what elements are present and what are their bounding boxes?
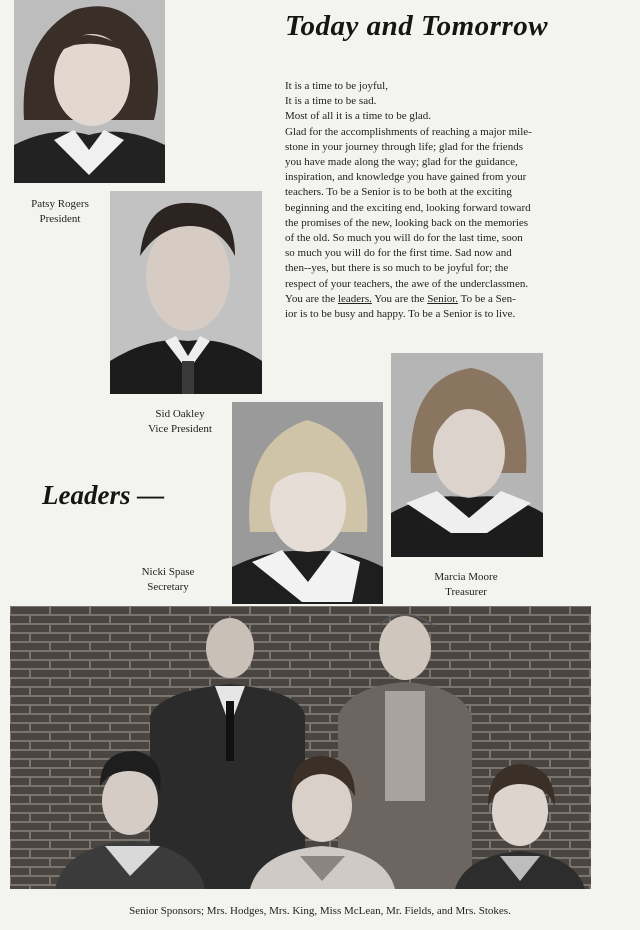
poem-fragment: You are the xyxy=(371,292,428,305)
group-photo-caption: Senior Sponsors; Mrs. Hodges, Mrs. King, Miss McLean, Mr. Fields, and Mrs. Stokes. xyxy=(129,905,511,917)
poem-line: the promises of the new, looking back on the memories xyxy=(285,216,529,229)
officer-caption-president xyxy=(14,197,106,227)
poem-line: Most of all it is a time to be glad. xyxy=(285,110,432,123)
poem-line: then--yes, but there is so much to be joyful for; the xyxy=(285,262,509,275)
page-title: Today and Tomorrow xyxy=(285,10,549,42)
officer-role: Vice President xyxy=(148,423,212,435)
poem-line xyxy=(285,292,585,307)
officer-role: Treasurer xyxy=(445,586,487,598)
portrait-photo-treasurer xyxy=(391,353,543,557)
poem-line: so much you will do for the first time. Sad now and xyxy=(285,247,512,260)
portrait-photo-secretary xyxy=(232,402,383,604)
poem-line: It is a time to be sad. xyxy=(285,95,377,108)
poem-line: It is a time to be joyful, xyxy=(285,80,388,92)
poem-line: beginning and the exciting end, looking forward toward xyxy=(285,201,531,214)
portrait-photo-president xyxy=(14,0,165,183)
officer-caption-vice-president xyxy=(124,407,236,437)
portrait-photo-vice-president xyxy=(110,191,262,394)
officer-caption-secretary xyxy=(124,565,212,595)
poem-line: respect of your teachers, the awe of the underclassmen. xyxy=(285,277,529,290)
group-photo-sponsors xyxy=(10,606,591,889)
officer-caption-treasurer xyxy=(416,570,516,600)
poem-line: stone in your journey through life; glad for the friends xyxy=(285,140,523,153)
poem-line: inspiration, and knowledge you have gained from your xyxy=(285,171,527,184)
poem-underlined-word: Senior. xyxy=(427,292,459,305)
poem-text xyxy=(285,79,585,322)
poem-line: Glad for the accomplishments of reaching a major mile- xyxy=(285,125,532,138)
officer-name: Patsy Rogers xyxy=(31,198,89,210)
officer-role: Secretary xyxy=(147,581,189,593)
poem-line: teachers. To be a Senior is to be both at the exciting xyxy=(285,186,512,199)
poem-underlined-word: leaders. xyxy=(337,292,372,305)
section-heading: Leaders — xyxy=(42,480,165,510)
officer-name: Marcia Moore xyxy=(434,571,498,583)
poem-line: of the old. So much you will do for the last time, soon xyxy=(285,232,523,245)
poem-line: ior is to be busy and happy. To be a Senior is to live. xyxy=(285,308,516,321)
officer-name: Sid Oakley xyxy=(155,408,205,420)
officer-name: Nicki Spase xyxy=(141,566,195,578)
poem-fragment: You are the xyxy=(285,292,338,305)
officer-role: President xyxy=(39,213,81,225)
poem-line: you have made along the way; glad for the guidance, xyxy=(285,156,518,169)
poem-fragment: To be a Sen- xyxy=(458,292,516,305)
